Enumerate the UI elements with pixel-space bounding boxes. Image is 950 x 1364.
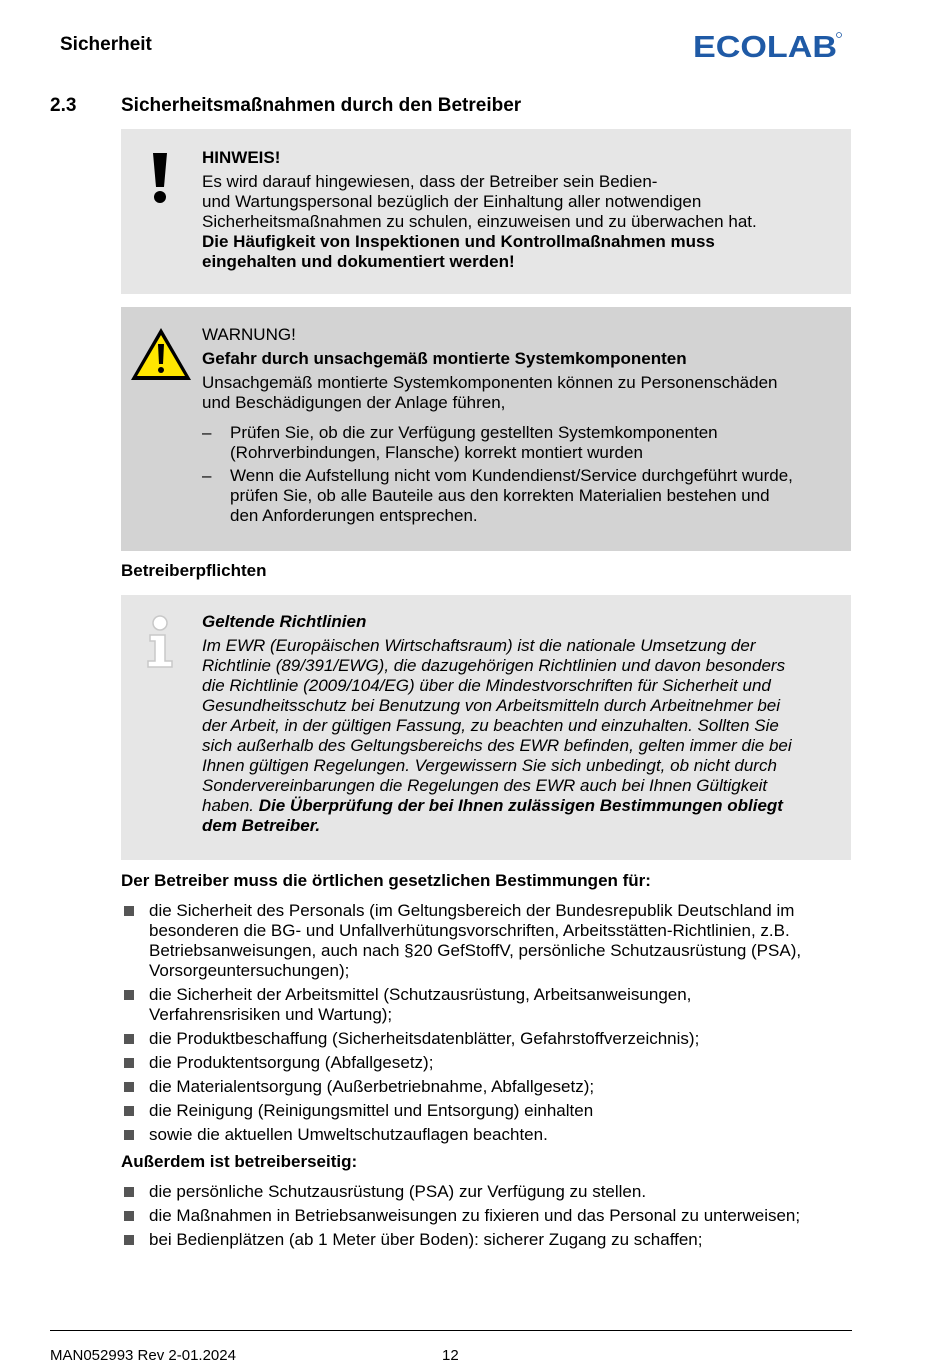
section-title: Sicherheitsmaßnahmen durch den Betreiber	[121, 95, 522, 116]
list-item	[121, 985, 861, 1025]
info-text-line: sich außerhalb des Geltungsbereichs des EWR befinden, gelten immer die bei	[202, 736, 792, 755]
page-header-title: Sicherheit	[60, 34, 152, 55]
list-item	[121, 1053, 861, 1073]
notice-box	[121, 129, 851, 294]
list-item-line: die persönliche Schutzausrüstung (PSA) zur Verfügung zu stellen.	[149, 1182, 647, 1201]
info-text-line: der Arbeit, in der gültigen Fassung, zu beachten und einzuhalten. Sollten Sie	[202, 716, 779, 735]
list-item-line: die Produktentsorgung (Abfallgesetz);	[149, 1053, 434, 1072]
list-item	[121, 901, 861, 981]
list-item-line: die Reinigung (Reinigungsmittel und Entsorgung) einhalten	[149, 1101, 594, 1120]
notice-heading: HINWEIS!	[202, 148, 281, 167]
list-item	[121, 1125, 861, 1145]
info-bold-text: Die Überprüfung der bei Ihnen zulässigen Bestimmungen obliegt	[258, 796, 783, 815]
list-item-line: bei Bedienplätzen (ab 1 Meter über Boden): sicherer Zugang zu schaffen;	[149, 1230, 703, 1249]
square-bullet-icon	[124, 1130, 134, 1140]
section-number: 2.3	[50, 95, 77, 116]
footer-divider	[50, 1330, 852, 1331]
square-bullet-icon	[124, 1187, 134, 1197]
square-bullet-icon	[124, 1034, 134, 1044]
list-item-line: die Sicherheit des Personals (im Geltungsbereich der Bundesrepublik Deutschland im	[149, 901, 795, 920]
notice-text-line: und Wartungspersonal bezüglich der Einhaltung aller notwendigen	[202, 192, 702, 211]
list-item-line: sowie die aktuellen Umweltschutzauflagen beachten.	[149, 1125, 548, 1144]
operator-side-list	[121, 1182, 861, 1254]
info-bold-line: dem Betreiber.	[202, 816, 321, 835]
footer-page-number: 12	[442, 1347, 459, 1364]
notice-bold-line: eingehalten und dokumentiert werden!	[202, 252, 515, 271]
square-bullet-icon	[124, 1082, 134, 1092]
logo-text: ECOLAB	[693, 30, 837, 62]
warning-item-line: – Wenn die Aufstellung nicht vom Kundendienst/Service durchgeführt wurde,	[230, 466, 793, 485]
square-bullet-icon	[124, 1235, 134, 1245]
list-item-line: die Produktbeschaffung (Sicherheitsdatenblätter, Gefahrstoffverzeichnis);	[149, 1029, 700, 1048]
regulations-list	[121, 901, 861, 1149]
info-content	[202, 612, 835, 836]
footer-document-id: MAN052993 Rev 2-01.2024	[50, 1347, 236, 1364]
info-box	[121, 595, 851, 860]
list-item	[121, 1029, 861, 1049]
warning-text-line: Unsachgemäß montierte Systemkomponenten können zu Personenschäden	[202, 373, 778, 392]
notice-text-line: Es wird darauf hingewiesen, dass der Betreiber sein Bedien-	[202, 172, 658, 191]
list-item-line: Betriebsanweisungen, auch nach §20 GefStoffV, persönliche Schutzausrüstung (PSA),	[149, 941, 802, 960]
warning-heading: WARNUNG!	[202, 325, 296, 344]
info-text-line: Gesundheitsschutz bei Benutzung von Arbeitsmitteln durch Arbeitnehmer bei	[202, 696, 781, 715]
list-item	[121, 1230, 861, 1250]
list-item-line: die Sicherheit der Arbeitsmittel (Schutzausrüstung, Arbeitsanweisungen,	[149, 985, 692, 1004]
list-item-line: die Maßnahmen in Betriebsanweisungen zu fixieren und das Personal zu unterweisen;	[149, 1206, 801, 1225]
list-item-line: besonderen die BG- und Unfallverhütungsvorschriften, Arbeitsstätten-Richtlinien, z.B.	[149, 921, 790, 940]
square-bullet-icon	[124, 1058, 134, 1068]
warning-item-line: prüfen Sie, ob alle Bauteile aus den korrekten Materialien bestehen und	[230, 486, 770, 505]
info-text-line: Ihnen gültigen Regelungen. Vergewissern Sie sich unbedingt, ob nicht durch	[202, 756, 777, 775]
info-text-line: Sondervereinbarungen die Regelungen des EWR auch bei Ihnen Gültigkeit	[202, 776, 768, 795]
warning-item-line: (Rohrverbindungen, Flansche) korrekt montiert wurden	[230, 443, 643, 462]
notice-bold-line: Die Häufigkeit von Inspektionen und Kontrollmaßnahmen muss	[202, 232, 715, 251]
info-text-start: haben.	[202, 796, 254, 815]
warning-content	[202, 325, 835, 529]
info-text-line: die Richtlinie (2009/104/EG) über die Mindestvorschriften für Sicherheit und	[202, 676, 771, 695]
list-item-line: Verfahrensrisiken und Wartung);	[149, 1005, 393, 1024]
list-item	[121, 1101, 861, 1121]
warning-item-line: den Anforderungen entsprechen.	[230, 506, 478, 525]
square-bullet-icon	[124, 1211, 134, 1221]
list-item-line: die Materialentsorgung (Außerbetriebnahme, Abfallgesetz);	[149, 1077, 595, 1096]
warning-triangle-icon	[129, 326, 193, 382]
warning-list-item	[202, 423, 835, 463]
warning-box	[121, 307, 851, 551]
square-bullet-icon	[124, 990, 134, 1000]
ecolab-logo	[693, 30, 843, 62]
info-icon	[145, 615, 177, 669]
warning-list	[202, 423, 835, 526]
list-item	[121, 1182, 861, 1202]
warning-list-item	[202, 466, 835, 526]
warning-item-line: – Prüfen Sie, ob die zur Verfügung gestellten Systemkomponenten	[230, 423, 718, 442]
list-item	[121, 1206, 861, 1226]
list-item	[121, 1077, 861, 1097]
square-bullet-icon	[124, 1106, 134, 1116]
info-text-line: Im EWR (Europäischen Wirtschaftsraum) ist die nationale Umsetzung der	[202, 636, 756, 655]
notice-text-line: Sicherheitsmaßnahmen zu schulen, einzuweisen und zu überwachen hat.	[202, 212, 757, 231]
warning-text-line: und Beschädigungen der Anlage führen,	[202, 393, 506, 412]
regulations-heading: Der Betreiber muss die örtlichen gesetzlichen Bestimmungen für:	[121, 871, 651, 890]
info-text-line	[202, 796, 835, 816]
operator-side-heading: Außerdem ist betreiberseitig:	[121, 1152, 358, 1171]
list-item-line: Vorsorgeuntersuchungen);	[149, 961, 350, 980]
operator-duties-heading: Betreiberpflichten	[121, 561, 267, 580]
notice-content	[202, 148, 835, 272]
square-bullet-icon	[124, 906, 134, 916]
warning-subheading: Gefahr durch unsachgemäß montierte Systemkomponenten	[202, 349, 687, 368]
info-text-line: Richtlinie (89/391/EWG), die dazugehörigen Richtlinien und davon besonders	[202, 656, 786, 675]
exclamation-icon	[148, 151, 172, 205]
info-heading: Geltende Richtlinien	[202, 612, 367, 631]
